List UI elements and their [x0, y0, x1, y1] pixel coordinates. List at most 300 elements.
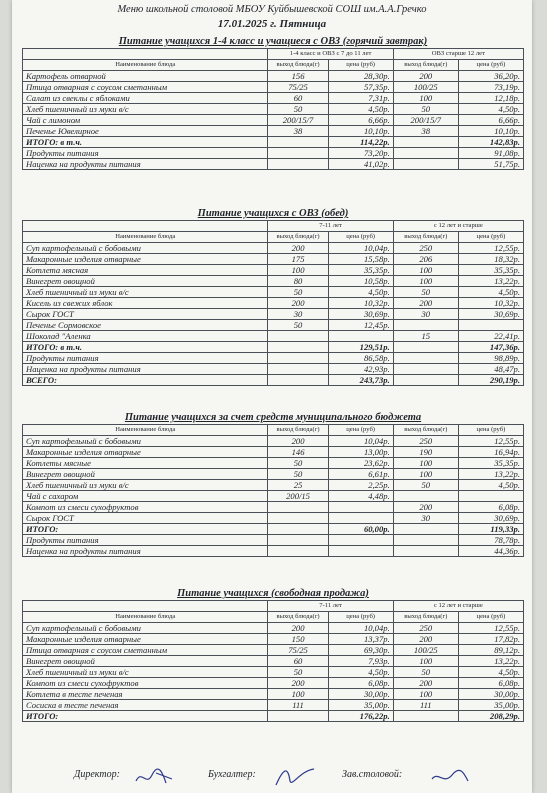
dish-row — [23, 491, 524, 502]
total-row — [23, 137, 524, 148]
total-row — [23, 159, 524, 170]
header-blank — [23, 49, 268, 60]
portion-7-11 — [268, 513, 328, 524]
price-7-11: 10,04р. — [328, 436, 393, 447]
dish-row — [23, 469, 524, 480]
price-7-11: 12,45р. — [328, 320, 393, 331]
portion-12-plus: 100 — [393, 689, 458, 700]
portion-12-plus: 100 — [393, 656, 458, 667]
portion-12-plus — [393, 375, 458, 386]
price-12-plus: 35,00р. — [458, 700, 523, 711]
portion-7-11: 100 — [268, 689, 328, 700]
price-7-11: 6,08р. — [328, 678, 393, 689]
price-12-plus: 73,19р. — [458, 82, 523, 93]
dish-name: Салат из свеклы с яблоками — [23, 93, 268, 104]
portion-12-plus: 190 — [393, 447, 458, 458]
dish-name: Хлеб пшеничный из муки в/с — [23, 480, 268, 491]
dish-row — [23, 634, 524, 645]
price-12-plus: 13,22р. — [458, 469, 523, 480]
price-12-plus: 4,50р. — [458, 287, 523, 298]
portion-7-11: 200 — [268, 678, 328, 689]
total-row — [23, 364, 524, 375]
price-7-11 — [328, 535, 393, 546]
age-group-header: 7-11 лет — [268, 221, 393, 232]
price-12-plus: 12,55р. — [458, 436, 523, 447]
price-7-11: 69,30р. — [328, 645, 393, 656]
portion-7-11: 200 — [268, 436, 328, 447]
dish-name: Кисель из свежих яблок — [23, 298, 268, 309]
total-label: ИТОГО: в т.ч. — [23, 137, 268, 148]
price-12-plus: 12,55р. — [458, 243, 523, 254]
portion-7-11: 200/15/7 — [268, 115, 328, 126]
price-12-plus: 10,10р. — [458, 126, 523, 137]
price-12-plus: 119,33р. — [458, 524, 523, 535]
price-12-plus: 91,08р. — [458, 148, 523, 159]
portion-7-11 — [268, 342, 328, 353]
portion-7-11: 156 — [268, 71, 328, 82]
total-label: ИТОГО: — [23, 524, 268, 535]
price-12-plus: 51,75р. — [458, 159, 523, 170]
price-7-11: 7,93р. — [328, 656, 393, 667]
age-group-header: ОВЗ старше 12 лет — [393, 49, 523, 60]
column-header-price: цена (руб) — [458, 425, 523, 436]
portion-7-11: 60 — [268, 656, 328, 667]
total-label: Продукты питания — [23, 148, 268, 159]
dish-name: Хлеб пшеничный из муки в/с — [23, 667, 268, 678]
column-header-name: Наименование блюда — [23, 425, 268, 436]
price-12-plus: 18,32р. — [458, 254, 523, 265]
dish-name: Котлета в тесте печеная — [23, 689, 268, 700]
portion-12-plus — [393, 148, 458, 159]
price-7-11: 86,58р. — [328, 353, 393, 364]
price-12-plus — [458, 491, 523, 502]
dish-row — [23, 309, 524, 320]
menu-paper — [12, 0, 532, 793]
dish-name: Сосиска в тесте печеная — [23, 700, 268, 711]
portion-7-11 — [268, 148, 328, 159]
dish-name: Суп картофельный с бобовыми — [23, 436, 268, 447]
dish-name: Макаронные изделия отварные — [23, 634, 268, 645]
column-header-price: цена (руб) — [328, 60, 393, 71]
section-breakfast — [22, 36, 524, 170]
price-7-11: 13,00р. — [328, 447, 393, 458]
portion-12-plus — [393, 491, 458, 502]
total-label: Продукты питания — [23, 535, 268, 546]
dish-name: Компот из смеси сухофруктов — [23, 502, 268, 513]
price-7-11: 6,61р. — [328, 469, 393, 480]
dish-row — [23, 513, 524, 524]
dish-row — [23, 320, 524, 331]
price-7-11: 10,58р. — [328, 276, 393, 287]
section-title: Питание учащихся за счет средств муниципального бюджета — [124, 412, 422, 423]
dish-name: Котлеты мясные — [23, 458, 268, 469]
column-header-portion: выход блюда(г) — [393, 60, 458, 71]
total-row — [23, 148, 524, 159]
portion-7-11: 30 — [268, 309, 328, 320]
portion-12-plus: 50 — [393, 667, 458, 678]
portion-7-11: 60 — [268, 93, 328, 104]
price-7-11: 60,00р. — [328, 524, 393, 535]
portion-12-plus: 100/25 — [393, 645, 458, 656]
dish-name: Макаронные изделия отварные — [23, 447, 268, 458]
portion-7-11: 75/25 — [268, 82, 328, 93]
price-12-plus: 98,89р. — [458, 353, 523, 364]
dish-row — [23, 689, 524, 700]
price-12-plus: 36,20р. — [458, 71, 523, 82]
price-7-11 — [328, 513, 393, 524]
total-label: ИТОГО: в т.ч. — [23, 342, 268, 353]
portion-12-plus: 206 — [393, 254, 458, 265]
director-signature-icon — [132, 765, 182, 789]
portion-12-plus: 100/25 — [393, 82, 458, 93]
dish-name: Сырок ГОСТ — [23, 513, 268, 524]
total-label: Наценка на продукты питания — [23, 159, 268, 170]
price-7-11: 57,35р. — [328, 82, 393, 93]
dish-row — [23, 93, 524, 104]
total-row — [23, 711, 524, 722]
portion-7-11 — [268, 137, 328, 148]
price-7-11: 41,02р. — [328, 159, 393, 170]
accountant-signature-icon — [270, 765, 320, 789]
price-7-11: 10,10р. — [328, 126, 393, 137]
column-header-portion: выход блюда(г) — [268, 612, 328, 623]
accountant-label: Бухгалтер: — [208, 769, 256, 780]
column-header-price: цена (руб) — [328, 425, 393, 436]
age-group-header: 7-11 лет — [268, 601, 393, 612]
portion-7-11: 100 — [268, 265, 328, 276]
total-row — [23, 535, 524, 546]
dish-name: Винегрет овощной — [23, 469, 268, 480]
portion-12-plus: 50 — [393, 480, 458, 491]
dish-name: Сырок ГОСТ — [23, 309, 268, 320]
dish-name: Картофель отварной — [23, 71, 268, 82]
total-label: ВСЕГО: — [23, 375, 268, 386]
column-header-portion: выход блюда(г) — [268, 60, 328, 71]
price-7-11: 114,22р. — [328, 137, 393, 148]
dish-row — [23, 678, 524, 689]
price-7-11: 129,51р. — [328, 342, 393, 353]
column-header-portion: выход блюда(г) — [268, 425, 328, 436]
column-header-name: Наименование блюда — [23, 232, 268, 243]
portion-7-11: 50 — [268, 287, 328, 298]
dish-row — [23, 265, 524, 276]
portion-7-11: 50 — [268, 104, 328, 115]
portion-12-plus — [393, 159, 458, 170]
section-title: Питание учащихся (свободная продажа) — [177, 588, 369, 599]
price-12-plus: 4,50р. — [458, 480, 523, 491]
school-title: Меню школьной столовой МБОУ Куйбышевской СОШ им.А.А.Гречко — [117, 4, 427, 15]
price-7-11: 4,50р. — [328, 667, 393, 678]
portion-7-11: 150 — [268, 634, 328, 645]
column-header-price: цена (руб) — [328, 612, 393, 623]
price-12-plus: 13,22р. — [458, 276, 523, 287]
price-7-11: 176,22р. — [328, 711, 393, 722]
price-12-plus: 6,66р. — [458, 115, 523, 126]
portion-7-11: 50 — [268, 320, 328, 331]
portion-7-11: 200 — [268, 298, 328, 309]
price-7-11: 243,73р. — [328, 375, 393, 386]
portion-12-plus — [393, 342, 458, 353]
price-12-plus — [458, 320, 523, 331]
portion-7-11 — [268, 159, 328, 170]
dish-name: Птица отварная с соусом сметанным — [23, 645, 268, 656]
portion-7-11: 75/25 — [268, 645, 328, 656]
dish-name: Винегрет овощной — [23, 276, 268, 287]
price-12-plus: 4,50р. — [458, 104, 523, 115]
portion-12-plus: 100 — [393, 265, 458, 276]
price-12-plus: 16,94р. — [458, 447, 523, 458]
portion-12-plus: 200 — [393, 634, 458, 645]
dish-row — [23, 436, 524, 447]
dish-row — [23, 502, 524, 513]
portion-12-plus: 100 — [393, 469, 458, 480]
dish-row — [23, 243, 524, 254]
portion-7-11 — [268, 535, 328, 546]
portion-7-11 — [268, 375, 328, 386]
dish-row — [23, 126, 524, 137]
dish-row — [23, 447, 524, 458]
canteen-signature-icon — [424, 765, 474, 789]
portion-12-plus: 200 — [393, 678, 458, 689]
price-12-plus: 13,22р. — [458, 656, 523, 667]
portion-12-plus — [393, 137, 458, 148]
menu-table — [22, 220, 524, 386]
portion-7-11: 200 — [268, 623, 328, 634]
portion-12-plus: 100 — [393, 276, 458, 287]
portion-7-11: 50 — [268, 667, 328, 678]
column-header-price: цена (руб) — [458, 60, 523, 71]
portion-7-11 — [268, 331, 328, 342]
portion-7-11: 38 — [268, 126, 328, 137]
portion-12-plus: 200 — [393, 71, 458, 82]
dish-name: Хлеб пшеничный из муки в/с — [23, 104, 268, 115]
price-12-plus: 44,36р. — [458, 546, 523, 557]
dish-row — [23, 645, 524, 656]
price-7-11 — [328, 331, 393, 342]
price-7-11: 28,30р. — [328, 71, 393, 82]
header-blank — [23, 221, 268, 232]
price-12-plus: 142,83р. — [458, 137, 523, 148]
canteen-label: Зав.столовой: — [342, 769, 403, 780]
portion-12-plus — [393, 320, 458, 331]
dish-row — [23, 623, 524, 634]
portion-12-plus: 15 — [393, 331, 458, 342]
dish-row — [23, 82, 524, 93]
portion-12-plus: 30 — [393, 513, 458, 524]
total-label: Продукты питания — [23, 353, 268, 364]
total-row — [23, 524, 524, 535]
portion-12-plus: 250 — [393, 623, 458, 634]
price-7-11: 7,31р. — [328, 93, 393, 104]
portion-7-11 — [268, 546, 328, 557]
total-row — [23, 353, 524, 364]
portion-12-plus — [393, 364, 458, 375]
portion-12-plus: 250 — [393, 243, 458, 254]
portion-7-11 — [268, 364, 328, 375]
price-7-11: 2,25р. — [328, 480, 393, 491]
price-7-11: 13,37р. — [328, 634, 393, 645]
dish-row — [23, 276, 524, 287]
director-label: Директор: — [74, 769, 120, 780]
price-7-11: 10,04р. — [328, 623, 393, 634]
price-12-plus: 30,69р. — [458, 513, 523, 524]
dish-row — [23, 458, 524, 469]
header-blank — [23, 601, 268, 612]
price-7-11: 4,48р. — [328, 491, 393, 502]
price-7-11: 30,69р. — [328, 309, 393, 320]
portion-12-plus: 200 — [393, 298, 458, 309]
price-12-plus: 6,08р. — [458, 678, 523, 689]
dish-row — [23, 700, 524, 711]
price-12-plus: 89,12р. — [458, 645, 523, 656]
price-7-11: 42,93р. — [328, 364, 393, 375]
menu-table — [22, 48, 524, 170]
price-12-plus: 10,32р. — [458, 298, 523, 309]
column-header-name: Наименование блюда — [23, 60, 268, 71]
dish-name: Винегрет овощной — [23, 656, 268, 667]
portion-7-11 — [268, 502, 328, 513]
dish-name: Чай с лимоном — [23, 115, 268, 126]
price-7-11: 6,66р. — [328, 115, 393, 126]
menu-table — [22, 424, 524, 557]
total-row — [23, 375, 524, 386]
menu-table — [22, 600, 524, 722]
age-group-header: с 12 лет и старше — [393, 221, 523, 232]
total-label: Наценка на продукты питания — [23, 364, 268, 375]
dish-row — [23, 115, 524, 126]
price-7-11 — [328, 546, 393, 557]
portion-7-11 — [268, 353, 328, 364]
portion-12-plus: 200 — [393, 502, 458, 513]
price-12-plus: 22,41р. — [458, 331, 523, 342]
dish-name: Котлета мясная — [23, 265, 268, 276]
column-header-price: цена (руб) — [458, 232, 523, 243]
price-7-11: 23,62р. — [328, 458, 393, 469]
dish-row — [23, 71, 524, 82]
dish-row — [23, 298, 524, 309]
price-7-11: 10,04р. — [328, 243, 393, 254]
portion-12-plus: 50 — [393, 104, 458, 115]
portion-12-plus: 30 — [393, 309, 458, 320]
menu-date: 17.01.2025 г. Пятница — [217, 18, 327, 30]
total-label: ИТОГО: — [23, 711, 268, 722]
portion-7-11: 50 — [268, 458, 328, 469]
portion-7-11: 80 — [268, 276, 328, 287]
dish-name: Хлеб пшеничный из муки в/с — [23, 287, 268, 298]
portion-7-11 — [268, 524, 328, 535]
dish-name: Компот из смеси сухофруктов — [23, 678, 268, 689]
price-12-plus: 17,82р. — [458, 634, 523, 645]
dish-row — [23, 656, 524, 667]
column-header-price: цена (руб) — [458, 612, 523, 623]
price-12-plus: 12,55р. — [458, 623, 523, 634]
price-12-plus: 78,78р. — [458, 535, 523, 546]
total-row — [23, 546, 524, 557]
portion-7-11: 50 — [268, 469, 328, 480]
column-header-price: цена (руб) — [328, 232, 393, 243]
portion-12-plus: 100 — [393, 93, 458, 104]
column-header-portion: выход блюда(г) — [393, 612, 458, 623]
section-title: Питание учащихся 1-4 класс и учащиеся с ОВЗ (горячий завтрак) — [118, 36, 428, 47]
column-header-portion: выход блюда(г) — [393, 232, 458, 243]
dish-name: Суп картофельный с бобовыми — [23, 243, 268, 254]
price-12-plus: 35,35р. — [458, 458, 523, 469]
dish-name: Суп картофельный с бобовыми — [23, 623, 268, 634]
section-municipal — [22, 412, 524, 557]
dish-name: Печенье Ювелирное — [23, 126, 268, 137]
column-header-name: Наименование блюда — [23, 612, 268, 623]
price-7-11: 15,58р. — [328, 254, 393, 265]
dish-name: Печенье Сормовское — [23, 320, 268, 331]
price-7-11: 10,32р. — [328, 298, 393, 309]
dish-name: Макаронные изделия отварные — [23, 254, 268, 265]
price-12-plus: 6,08р. — [458, 502, 523, 513]
portion-12-plus: 38 — [393, 126, 458, 137]
price-7-11: 4,50р. — [328, 104, 393, 115]
section-lunch-ovz — [22, 208, 524, 386]
portion-12-plus: 111 — [393, 700, 458, 711]
dish-row — [23, 287, 524, 298]
price-12-plus: 147,36р. — [458, 342, 523, 353]
price-7-11: 35,00р. — [328, 700, 393, 711]
price-12-plus: 30,69р. — [458, 309, 523, 320]
price-12-plus: 208,29р. — [458, 711, 523, 722]
section-free-sale — [22, 588, 524, 722]
portion-12-plus: 250 — [393, 436, 458, 447]
price-12-plus: 30,00р. — [458, 689, 523, 700]
section-title: Питание учащихся с ОВЗ (обед) — [197, 208, 349, 219]
age-group-header: с 12 лет и старше — [393, 601, 523, 612]
price-7-11: 30,00р. — [328, 689, 393, 700]
dish-row — [23, 254, 524, 265]
price-12-plus: 290,19р. — [458, 375, 523, 386]
portion-7-11: 111 — [268, 700, 328, 711]
price-7-11: 4,50р. — [328, 287, 393, 298]
price-12-plus: 35,35р. — [458, 265, 523, 276]
price-12-plus: 12,18р. — [458, 93, 523, 104]
dish-name: Чай с сахаром — [23, 491, 268, 502]
portion-12-plus: 100 — [393, 458, 458, 469]
portion-7-11: 200/15 — [268, 491, 328, 502]
portion-12-plus: 50 — [393, 287, 458, 298]
portion-7-11 — [268, 711, 328, 722]
portion-12-plus — [393, 535, 458, 546]
portion-12-plus: 200/15/7 — [393, 115, 458, 126]
dish-name: Птица отварная с соусом сметанным — [23, 82, 268, 93]
dish-row — [23, 104, 524, 115]
price-7-11 — [328, 502, 393, 513]
portion-7-11: 25 — [268, 480, 328, 491]
dish-row — [23, 480, 524, 491]
total-row — [23, 342, 524, 353]
price-7-11: 73,20р. — [328, 148, 393, 159]
portion-7-11: 146 — [268, 447, 328, 458]
dish-row — [23, 667, 524, 678]
portion-7-11: 175 — [268, 254, 328, 265]
dish-row — [23, 331, 524, 342]
portion-12-plus — [393, 546, 458, 557]
total-label: Наценка на продукты питания — [23, 546, 268, 557]
column-header-portion: выход блюда(г) — [393, 425, 458, 436]
portion-12-plus — [393, 524, 458, 535]
price-7-11: 35,35р. — [328, 265, 393, 276]
portion-12-plus — [393, 353, 458, 364]
signature-line — [12, 765, 532, 789]
portion-12-plus — [393, 711, 458, 722]
age-group-header: 1-4 класс и ОВЗ с 7 до 11 лет — [268, 49, 393, 60]
portion-7-11: 200 — [268, 243, 328, 254]
price-12-plus: 48,47р. — [458, 364, 523, 375]
